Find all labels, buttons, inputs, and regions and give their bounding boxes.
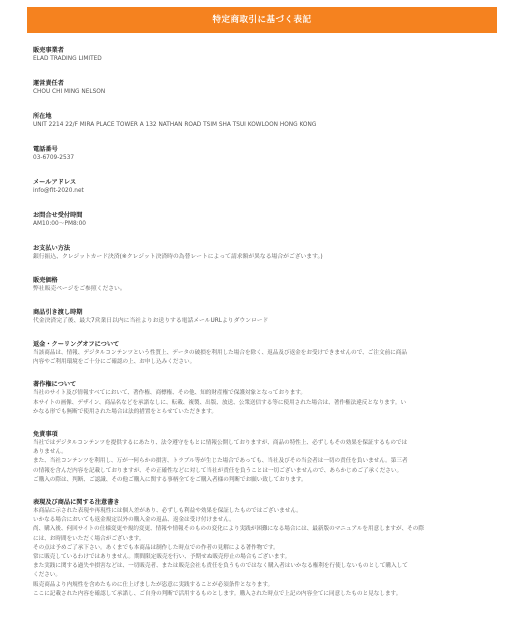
section-price xyxy=(33,276,483,294)
body-line: 販売商品より内規性を含めたものに仕上げましたが恣意に実践することが必須条件となります。 xyxy=(33,581,274,588)
section-manager xyxy=(33,79,483,97)
body-line: かなる形でも無断で使用された場合は法的措置をとらせていただきます。 xyxy=(33,408,217,415)
page-title: 特定商取引に基づく表記 xyxy=(212,15,312,25)
body-line: 内容やご利用環境をご十分にご確認の上、お申し込みください。 xyxy=(33,359,196,366)
section-label: 販売事業者 xyxy=(33,47,64,54)
section-body xyxy=(33,507,483,599)
section-copyright xyxy=(33,380,483,417)
section-value: 03-6709-2537 xyxy=(33,155,75,161)
section-address xyxy=(33,112,483,130)
body-line: 常に販売しているわけではありません。期間限定販売を行い、予期せぬ販売停止の場合もございます。 xyxy=(33,554,291,561)
body-line: また実践に関する過失や損害などは、一切販売者、または販売会社も責任を負うものではなく購入者はいかなる権利を行使しないものとして購入して xyxy=(33,563,408,570)
section-value: 銀行振込、クレジットカード決済(※クレジット決済時の為替レートによって請求額が異なる場合がございます。) xyxy=(33,254,323,260)
section-notes xyxy=(33,498,483,599)
body-line: 本サイトの画像、デザイン、商品名などを承諾なしに、転載、複製、出版、放送、公衆送信する等に使用された場合は、著作権法違反となります。い xyxy=(33,399,407,406)
section-value: 代金決済完了後、最大7営業日以内に当社よりお送りする電話メールURLよりダウンロード xyxy=(33,318,269,324)
body-line: 尚、購入後、何回サイトの仕様変更や規約変更、情報や情報そのものの変化により実践が困難になる場合には、最新版のマニュアルを用意しますが、その際 xyxy=(33,526,424,533)
section-value: AM10:00〜PM8:00 xyxy=(33,221,86,227)
section-label: 所在地 xyxy=(33,113,52,120)
section-value: ELAD TRADING LIMITED xyxy=(33,56,102,62)
section-disclaimer xyxy=(33,430,483,485)
body-line: ここに記載された内容を確認して承諾し、ご自身の判断で活用するものとします。購入された時点で上記の内容全てに同意したものと見なします。 xyxy=(33,590,402,597)
page-header xyxy=(27,7,497,33)
disclosure-content xyxy=(33,46,483,599)
section-label: 商品引き渡し時期 xyxy=(33,309,83,316)
section-hours xyxy=(33,211,483,229)
section-label: 販売価格 xyxy=(33,277,58,284)
section-refund xyxy=(33,340,483,367)
body-line: の情報を含んだ内容を記載しておりますが、その正確性などに対して当社が責任を負うことは一切ございませんので、あらかじめご了承ください。 xyxy=(33,467,403,474)
body-line: また、当社コンテンツを利用し、万が一何らかの損害、トラブル等が生じた場合であっても、当社及びその当会者は一切の責任を負いません。第三者 xyxy=(33,458,408,465)
body-line: ありません。 xyxy=(33,449,67,456)
section-label: メールアドレス xyxy=(33,179,77,186)
section-seller xyxy=(33,46,483,64)
section-label: 電話番号 xyxy=(33,146,58,153)
body-line: 本商品に示された表現や再現性には個人差があり、必ずしも利益や効果を保証したものではございません。 xyxy=(33,508,302,515)
section-label: 返金・クーリングオフについて xyxy=(33,341,120,348)
section-value: 弊社販売ページをご参照ください。 xyxy=(33,286,126,292)
section-label: お支払い方法 xyxy=(33,245,71,252)
body-line: 当社のサイト及び情報すべてにおいて、著作権、商標権、その他、知的財産権で保護対象となっております。 xyxy=(33,390,307,397)
section-payment xyxy=(33,244,483,262)
section-label: 表現及び商品に関する注意書き xyxy=(33,499,120,507)
section-phone xyxy=(33,145,483,163)
section-label: お問合せ受付時間 xyxy=(33,212,83,219)
section-body xyxy=(33,349,483,367)
body-line: ご購入の際は、判断、ご認識、その他ご購入に関する事柄全てをご購入者様の判断でお願い致しております。 xyxy=(33,476,307,483)
section-value[interactable]: info@flt-2020.net xyxy=(33,188,84,194)
body-line: には、お時間をいただく場合がございます。 xyxy=(33,535,145,542)
body-line: その点は予めご了承下さい。あくまでも本商品は制作した時点での作者の見解による著作物です。 xyxy=(33,544,279,551)
section-value: CHOU CHI MING NELSON xyxy=(33,89,106,95)
section-label: 著作権について xyxy=(33,381,77,389)
body-line: 当該商品は、情報、デジタルコンテンツという性質上、データの破損を利用した場合を除く、返品及び返金をお受けできませんので、ご注文前に商品 xyxy=(33,350,407,356)
section-email xyxy=(33,178,483,196)
section-value: UNIT 2214 22/F MIRA PLACE TOWER A 132 NATHAN ROAD TSIM SHA TSUI KOWLOON HONG KONG xyxy=(33,122,317,128)
body-line: いかなる場合においても返金規定以外の購入金の返品、返金は受け付けません。 xyxy=(33,517,235,524)
section-body xyxy=(33,439,483,485)
body-line: ください。 xyxy=(33,572,61,579)
section-body xyxy=(33,389,483,417)
section-label: 免責事項 xyxy=(33,431,58,439)
body-line: 当社ではデジタルコンテンツを提供するにあたり、法令遵守をもとに情報公開しておりますが、商品の特性上、必ずしもその効果を保証するものでは xyxy=(33,440,408,447)
section-label: 運営責任者 xyxy=(33,80,64,87)
section-delivery xyxy=(33,308,483,326)
